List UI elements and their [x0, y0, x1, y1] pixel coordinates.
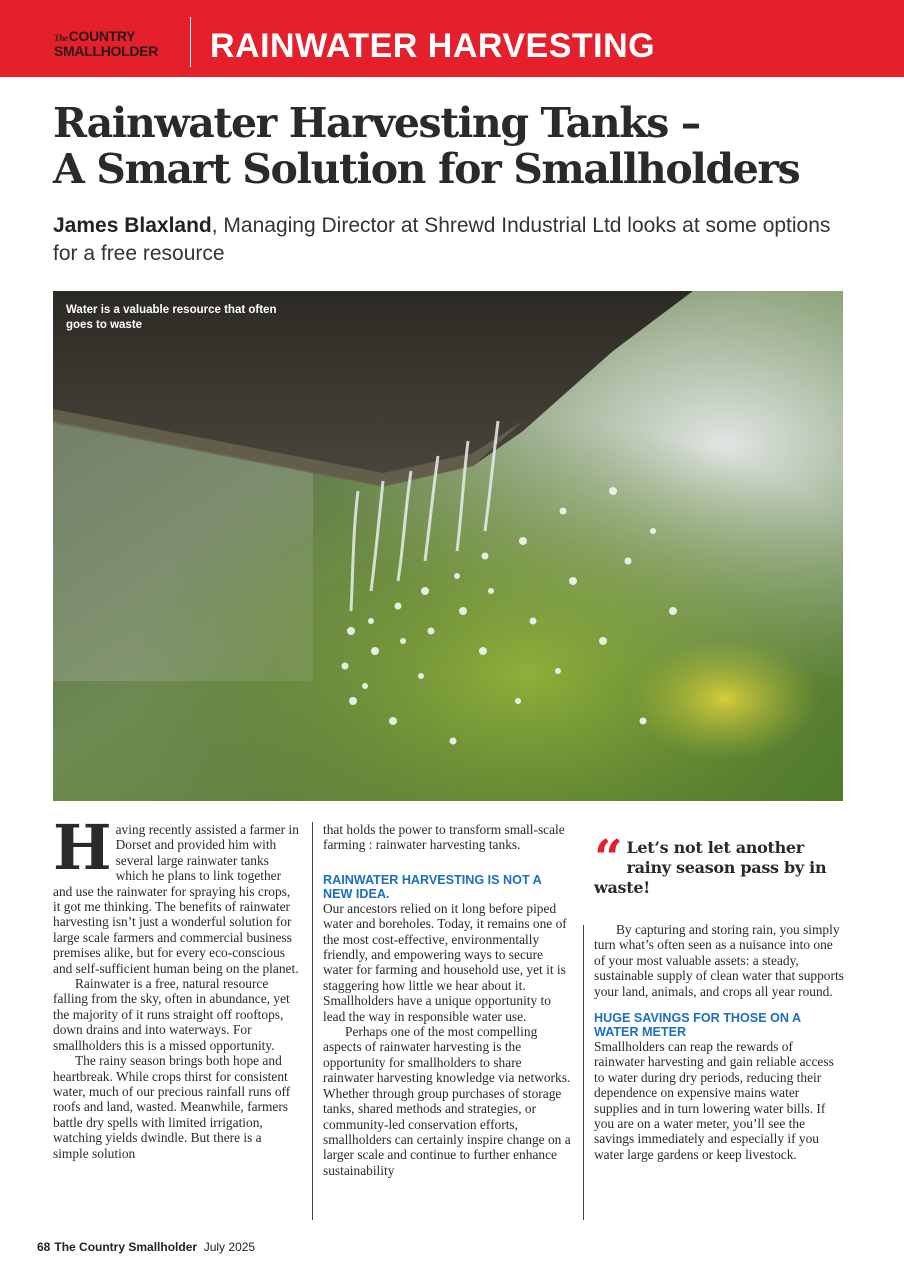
article-photo — [53, 291, 843, 801]
column-divider — [583, 925, 584, 1220]
header-divider — [190, 17, 191, 67]
photo-caption: Water is a valuable resource that often goes to waste — [66, 304, 277, 331]
section-title: RAINWATER HARVESTING — [210, 27, 656, 65]
subheading: RAINWATER HARVESTING IS NOT A NEW IDEA. — [323, 872, 542, 901]
quote-mark-icon: “ — [594, 828, 623, 887]
text-column-3 — [594, 922, 846, 1162]
logo-the: The — [54, 33, 68, 43]
issue-date: July 2025 — [203, 1240, 256, 1254]
rain-gutter-illustration — [53, 291, 843, 801]
drop-cap: H — [53, 811, 112, 884]
publication-name: The Country Smallholder — [54, 1240, 198, 1254]
title-line-1: Rainwater Harvesting Tanks – — [53, 99, 700, 147]
body-paragraph: Our ancestors relied on it long before piped water and boreholes. Today, it remains one of the most cost-effective, environmentally friendly, and empowering ways to secure water for farming and household use, yet it is staggering how little we hear about it. Smallholders have a unique opportunity to lead the way in responsible water use. — [323, 900, 567, 1024]
body-paragraph: The rainy season brings both hope and heartbreak. While crops thirst for consistent water, much of our precious rainfall runs off roofs and land, wasted. Meanwhile, farmers battle dry spells with limited irrigation, watching yields dwindle. But there is a simple solution — [53, 1053, 291, 1161]
standfirst-text: , Managing Director at Shrewd Industrial Ltd looks at some options for a free resource — [53, 214, 831, 265]
text-column-2 — [323, 822, 573, 1178]
subheading: HUGE SAVINGS FOR THOSE ON A WATER METER — [594, 1011, 801, 1040]
standfirst — [53, 212, 853, 268]
intro-paragraph — [53, 811, 299, 976]
pull-quote-text: Let’s not let another rainy season pass by in waste! — [594, 838, 827, 897]
article-title — [53, 100, 853, 192]
body-paragraph: By capturing and storing rain, you simply turn what’s often seen as a nuisance into one of your most valuable assets: a steady, sustainable supply of clean water that supports your land, animals, and crops all year round. — [594, 922, 844, 999]
body-paragraph: Rainwater is a free, natural resource falling from the sky, often in abundance, yet the majority of it runs straight off rooftops, down drains and into waterways. For smallholders this is a missed opportunity. — [53, 976, 290, 1053]
body-paragraph: that holds the power to transform small-scale farming : rainwater harvesting tanks. — [323, 822, 565, 853]
section-header-bar — [0, 0, 904, 77]
logo-line1: COUNTRY — [68, 28, 136, 44]
column-divider — [312, 822, 313, 1220]
page-footer — [37, 1240, 255, 1254]
logo-line2: SMALLHOLDER — [54, 43, 159, 59]
magazine-logo[interactable] — [54, 30, 179, 58]
body-paragraph: Smallholders can reap the rewards of rainwater harvesting and gain reliable access to water during dry periods, reducing their dependence on expensive mains water supplies and in turn lowering water bills. If you are on a water meter, you’ll see the savings immediately and especially if you water large gardens or keep livestock. — [594, 1039, 834, 1162]
page-number: 68 — [37, 1240, 51, 1254]
body-paragraph: Perhaps one of the most compelling aspects of rainwater harvesting is the opportunity for smallholders to share rainwater harvesting knowledge via networks. Whether through group purchases of storage tanks, shared methods and strategies, or community-led conservation efforts, smallholders can certainly inspire change on a larger scale and continue to further enhance sustainability — [323, 1024, 571, 1178]
title-line-2: A Smart Solution for Smallholders — [53, 145, 800, 193]
author-name: James Blaxland — [53, 214, 212, 237]
pull-quote — [594, 828, 844, 898]
text-column-1 — [53, 811, 299, 1161]
intro-text: aving recently assisted a farmer in Dorset and provided him with several large rainwater tanks which he plans to link together and use the rainwater for spraying his crops, it got me thinking. The benefits of rainwater harvesting isn’t just a wonderful solution for large scale farmers and commercial business premises alike, but for every eco-conscious and self-sufficient human being on the planet. — [53, 822, 299, 976]
